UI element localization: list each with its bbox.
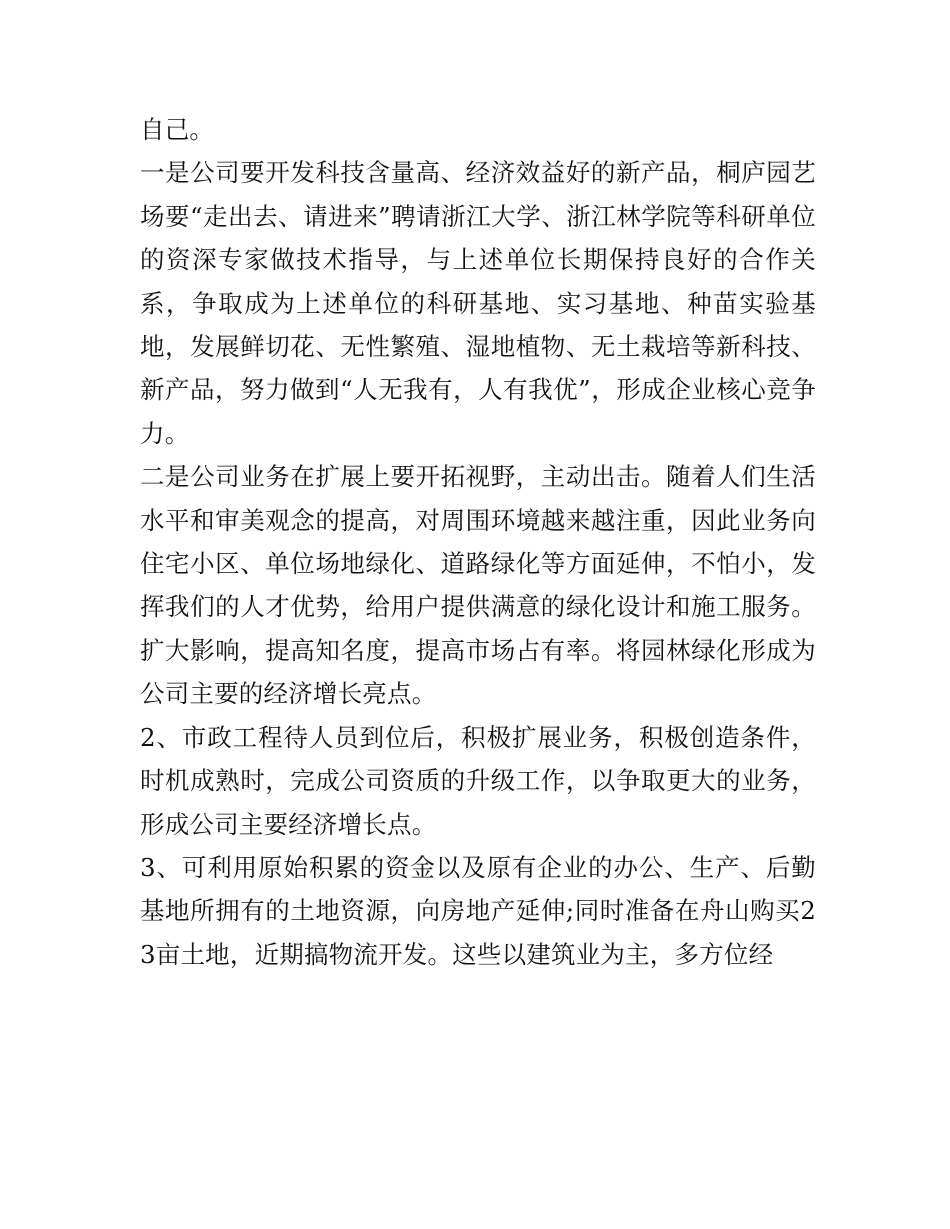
paragraph-business-expansion: 二是公司业务在扩展上要开拓视野，主动出击。随着人们生活水平和审美观念的提高，对周围环境越来越注重，因此业务向住宅小区、单位场地绿化、道路绿化等方面延伸，不怕小，发挥我们的人才优势，给用户提供满意的绿化设计和施工服务。扩大影响，提高知名度，提高市场占有率。将园林绿化形成为公司主要的经济增长亮点。	[140, 462, 816, 709]
document-body	[140, 108, 816, 976]
paragraph-intro-end: 自己。	[140, 115, 215, 144]
paragraph-real-estate: 3、可利用原始积累的资金以及原有企业的办公、生产、后勤基地所拥有的土地资源，向房地产延伸;同时准备在舟山购买23亩土地，近期搞物流开发。这些以建筑业为主，多方位经	[140, 852, 816, 969]
paragraph-municipal-engineering: 2、市政工程待人员到位后，积极扩展业务，积极创造条件，时机成熟时，完成公司资质的升级工作，以争取更大的业务，形成公司主要经济增长点。	[140, 722, 816, 839]
paragraph-tech-products: 一是公司要开发科技含量高、经济效益好的新产品，桐庐园艺场要“走出去、请进来”聘请浙江大学、浙江林学院等科研单位的资深专家做技术指导，与上述单位长期保持良好的合作关系，争取成为上述单位的科研基地、实习基地、种苗实验基地，发展鲜切花、无性繁殖、湿地植物、无土栽培等新科技、新产品，努力做到“人无我有，人有我优”，形成企业核心竞争力。	[140, 158, 816, 448]
